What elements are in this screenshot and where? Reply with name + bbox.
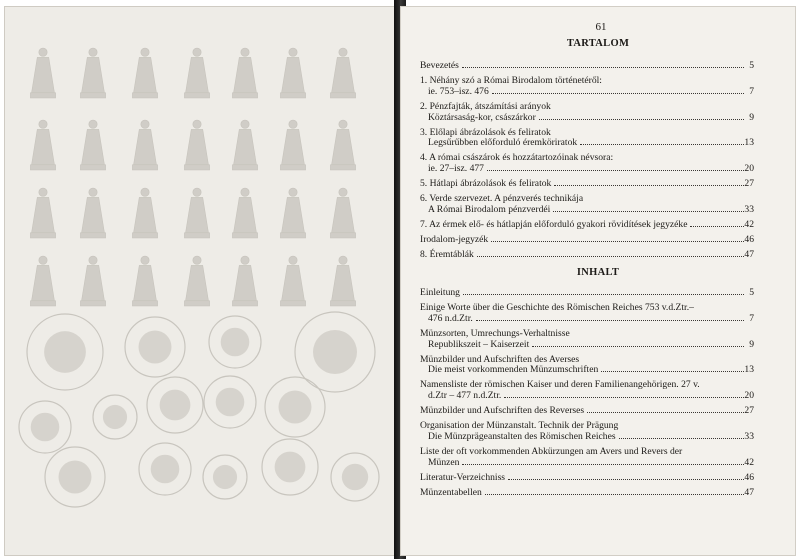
coin-portrait [160, 390, 191, 421]
toc-page-number: 13 [744, 364, 754, 376]
statue-figure [132, 120, 157, 170]
coin-portrait [279, 391, 312, 424]
toc-page-number: 9 [749, 111, 754, 123]
toc-entry-text: Organisation der Münzanstalt. Technik der Prägung [420, 420, 619, 432]
toc-entry-text: Münzen [428, 456, 460, 468]
dot-leader [601, 371, 744, 372]
toc-entry-line [420, 235, 746, 246]
statue-figure [184, 188, 209, 238]
toc-hungarian [420, 60, 754, 265]
toc-entry-text: 8. Éremtáblák [420, 248, 474, 260]
coin-portrait [139, 331, 172, 364]
statue-figure [184, 256, 209, 306]
statue-figure [232, 120, 257, 170]
toc-entry-text: Münzbilder und Aufschriften des Reverses [420, 405, 585, 417]
toc-entry-line [420, 488, 746, 499]
toc-entry-line [420, 288, 746, 299]
toc-page-number: 27 [744, 405, 754, 417]
coin-portrait [103, 405, 127, 429]
statue-figure [80, 188, 105, 238]
dot-leader [554, 185, 744, 186]
statue-figure [330, 120, 355, 170]
toc-entry-text: ie. 27–isz. 477 [428, 163, 484, 175]
toc-entry [420, 74, 754, 98]
toc-page-number: 9 [749, 338, 754, 350]
statue-figure [80, 120, 105, 170]
toc-entry [420, 287, 754, 299]
dot-leader [508, 479, 744, 480]
dot-leader [553, 211, 744, 212]
dot-leader [476, 320, 744, 321]
toc-entry-text: Republikszeit – Kaiserzeit [428, 338, 530, 350]
toc-entry-line [420, 473, 746, 484]
toc-entry [420, 301, 754, 325]
toc-entry [420, 126, 754, 150]
toc-entry-text: 5. Hátlapi ábrázolások és feliratok [420, 178, 552, 190]
coin-portrait [31, 413, 60, 442]
toc-page-number: 20 [744, 390, 754, 402]
toc-entry-line [420, 220, 746, 231]
statue-figure [330, 48, 355, 98]
statue-figure [30, 256, 55, 306]
toc-page-number: 33 [744, 203, 754, 215]
toc-entry-text: 476 n.d.Ztr. [428, 312, 473, 324]
toc-page-number: 13 [744, 137, 754, 149]
toc-entry-line [420, 138, 746, 149]
toc-page-number: 20 [744, 163, 754, 175]
toc-entry [420, 420, 754, 443]
statue-figure [330, 188, 355, 238]
statue-figure [330, 256, 355, 306]
toc-entry-text: Münzentabellen [420, 486, 482, 498]
statue-figure [280, 188, 305, 238]
toc-page-number: 5 [749, 287, 754, 298]
dot-leader [504, 397, 744, 398]
toc-entry-text: Legsűrűbben előforduló éremköriratok [428, 137, 578, 149]
toc-entry-text: 7. Az érmek elő- és hátlapján előforduló gyakori rövidítések jegyzéke [420, 218, 688, 230]
toc-entry-text: Einleitung [420, 287, 460, 298]
toc-entry [420, 60, 754, 72]
dot-leader [491, 241, 744, 242]
statue-figure [132, 188, 157, 238]
statue-figure [280, 256, 305, 306]
toc-entry-line [420, 365, 746, 376]
toc-page-number: 42 [744, 218, 754, 230]
dot-leader [462, 67, 744, 68]
toc-entry-line [420, 432, 746, 443]
toc-entry-line [420, 340, 746, 351]
statue-figure [184, 48, 209, 98]
toc-entry-text: Liste der oft vorkommenden Abkürzungen am Avers und Revers der [420, 445, 683, 457]
toc-page-number: 7 [749, 312, 754, 324]
toc-entry-line [420, 314, 746, 325]
heading-tartalom: TARTALOM [566, 38, 630, 49]
toc-entry [420, 327, 754, 351]
coin-portrait [151, 455, 180, 484]
toc-entry-line [420, 164, 746, 175]
dot-leader [580, 144, 744, 145]
dot-leader [477, 256, 744, 257]
left-page-coin-plate [4, 6, 396, 556]
toc-entry [420, 445, 754, 469]
statue-figure [280, 120, 305, 170]
toc-entry-text: 6. Verde szervezet. A pénzverés technikája [420, 193, 584, 205]
statue-figure [132, 48, 157, 98]
statue-figure [30, 48, 55, 98]
toc-page-number: 46 [744, 233, 754, 245]
toc-entry [420, 178, 754, 190]
toc-entry-line [420, 113, 746, 124]
toc-entry [420, 486, 754, 499]
toc-entry-text: Die meist vorkommenden Münzumschriften [428, 364, 599, 376]
toc-page-number: 46 [744, 471, 754, 483]
toc-entry-text: 3. Előlapi ábrázolások és feliratok [420, 126, 551, 138]
toc-entry [420, 379, 754, 402]
toc-entry [420, 152, 754, 175]
toc-page-number: 47 [744, 248, 754, 260]
heading-inhalt: INHALT [576, 267, 620, 278]
dot-leader [463, 294, 744, 295]
toc-entry-line [420, 102, 746, 113]
toc-entry [420, 233, 754, 246]
toc-entry-line [420, 329, 746, 340]
toc-entry-line [420, 179, 746, 190]
toc-entry-text: 2. Pénzfajták, átszámítási arányok [420, 100, 551, 112]
toc-entry [420, 405, 754, 417]
dot-leader [487, 170, 744, 171]
toc-entry-text: Literatur-Verzeichniss [420, 471, 506, 483]
toc-entry-text: 4. A római császárok és hozzátartozóinak névsora: [420, 152, 614, 164]
toc-entry [420, 471, 754, 484]
toc-page-number: 7 [749, 85, 754, 97]
toc-entry [420, 218, 754, 231]
toc-page-number: 27 [744, 178, 754, 190]
coin-portrait [313, 330, 357, 374]
dot-leader [462, 464, 744, 465]
toc-entry-text: Die Münzprägeanstalten des Römischen Reiches [428, 430, 616, 442]
toc-entry-line [420, 447, 746, 458]
coin-portrait [221, 328, 250, 357]
right-page-contents [400, 6, 796, 556]
coin-portrait [44, 331, 86, 373]
toc-entry-line [420, 87, 746, 98]
dot-leader [539, 119, 744, 120]
toc-entry-line [420, 61, 746, 72]
toc-german [420, 287, 754, 503]
toc-entry [420, 100, 754, 124]
toc-entry-text: Münzsorten, Umrechungs-Verhaltnisse [420, 327, 570, 339]
statue-figure [30, 188, 55, 238]
statue-figure [280, 48, 305, 98]
toc-entry-text: A Római Birodalom pénzverdéi [428, 203, 551, 215]
coin-portrait [59, 461, 92, 494]
dot-leader [619, 438, 744, 439]
toc-entry [420, 248, 754, 261]
toc-entry-text: 1. Néhány szó a Római Birodalom történetéről: [420, 74, 602, 86]
dot-leader [485, 494, 744, 495]
statue-figure [132, 256, 157, 306]
statue-figure [184, 120, 209, 170]
toc-entry-text: Irodalom-jegyzék [420, 233, 489, 245]
statue-figure [232, 48, 257, 98]
coin-portrait [342, 464, 368, 490]
toc-entry-line [420, 391, 746, 402]
toc-entry-text: d.Ztr – 477 n.d.Ztr. [428, 390, 502, 402]
statue-figure [80, 256, 105, 306]
toc-entry-line [420, 406, 746, 417]
statue-figure [80, 48, 105, 98]
toc-entry-text: Köztársaság-kor, császárkor [428, 111, 536, 123]
toc-entry-text: Einige Worte über die Geschichte des Römischen Reiches 753 v.d.Ztr.– [420, 301, 694, 313]
toc-page-number: 42 [744, 456, 754, 468]
statue-figure [232, 188, 257, 238]
coin-portrait [275, 452, 306, 483]
toc-entry-text: ie. 753–isz. 476 [428, 85, 489, 97]
dot-leader [532, 346, 744, 347]
toc-entry-text: Münzbilder und Aufschriften des Averses [420, 353, 580, 365]
toc-entry-line [420, 205, 746, 216]
toc-entry-line [420, 458, 746, 469]
coin-portrait [216, 388, 245, 417]
coin-portrait [213, 465, 237, 489]
toc-page-number: 47 [744, 486, 754, 498]
statue-figure [232, 256, 257, 306]
toc-entry [420, 193, 754, 216]
toc-page-number: 5 [749, 60, 754, 71]
page-number: 61 [595, 21, 607, 33]
toc-page-number: 33 [744, 430, 754, 442]
toc-entry-text: Bevezetés [420, 60, 459, 71]
coin-plate-illustration [5, 7, 395, 555]
dot-leader [587, 412, 744, 413]
toc-entry [420, 353, 754, 377]
dot-leader [492, 93, 744, 94]
toc-entry-text: Namensliste der römischen Kaiser und deren Familienangehörigen. 27 v. [420, 379, 700, 391]
toc-entry-line [420, 250, 746, 261]
statue-figure [30, 120, 55, 170]
